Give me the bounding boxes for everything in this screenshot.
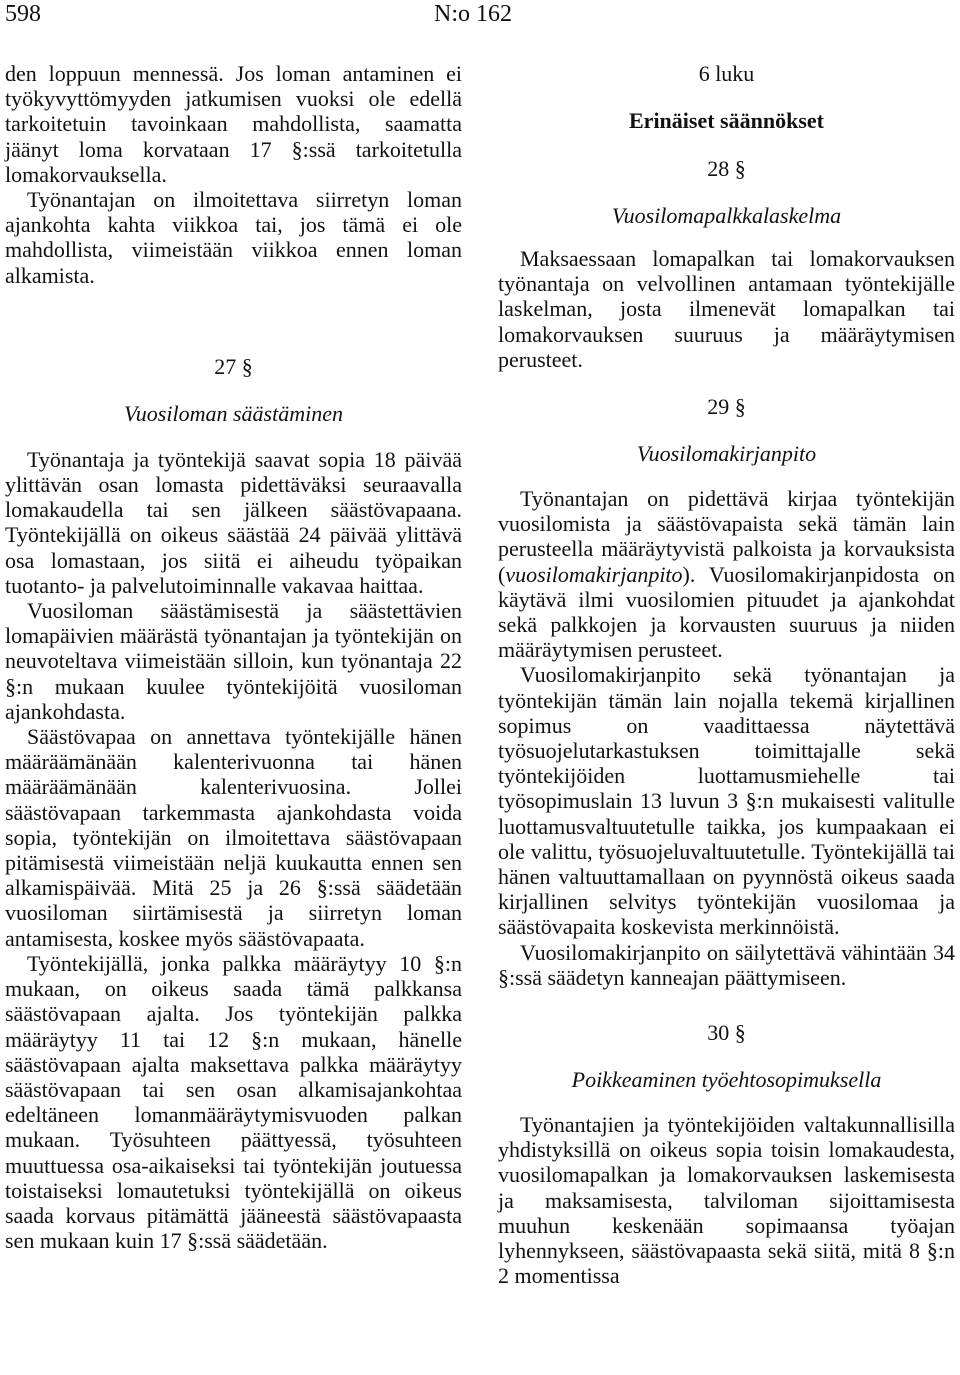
paragraph: Vuosilomakirjanpito sekä työnantajan ja työntekijän tämän lain nojalla tekemä kirjallinen sopimus on vaadittaessa näytettävä työsuojelutarkastuksen toimittajalle sekä työntekijöiden luottamusmiehelle tai työsopimuslain 13 luvun 3 §:n mukaisesti valitulle luottamusvaltuutetulle taikka, jos kumpaakaan ei ole valittu, työsuojeluvaltuutetulle. Työntekijällä tai hänen valtuuttamallaan on pyynnöstä oikeus saada kirjallinen selvitys työntekijän vuosilomaa ja säästövapaita koskevista merkinnöistä. bbox=[498, 662, 955, 940]
paragraph: Vuosilomakirjanpito on säilytettävä vähintään 34 §:ssä säädetyn kanneajan päättymiseen. bbox=[498, 939, 955, 990]
paragraph: Työntekijällä, jonka palkka määräytyy 10 §:n mukaan, on oikeus saada tämä palkkansa säästövapaan ajalta. Jos työntekijän palkka määräytyy 11 tai 12 §:n mukaan, hänelle säästövapaan ajalta maksettava palkka määräytyy säästövapaan tai sen osan alkamisajankohtaa edeltäneen lomanmääräytymisvuoden palkan mukaan. Työsuhteen päättyessä, työsuhteen muuttuessa osa-aikaiseksi tai työntekijän joutuessa toistaiseksi lomautetuksi työntekijällä on oikeus saada korvaus pitämättä jääneestä säästövapaasta sen mukaan kuin 17 §:ssä säädetään. bbox=[5, 950, 462, 1254]
section-title: Vuosilomapalkkalaskelma bbox=[611, 203, 842, 228]
section-title: Vuosilomakirjanpito bbox=[636, 441, 817, 467]
section-number: 30 § bbox=[707, 1020, 746, 1046]
paragraph: Säästövapaa on annettava työntekijälle hänen määräämänään kalenterivuonna tai hänen määräämänään kalenterivuosina. Jollei säästövapaan tarkemmasta ajankohdasta voida sopia, työntekijän on ilmoitettava säästövapaan pitämisestä viimeistään neljä kuukautta ennen sen alkamispäivää. Mitä 25 ja 26 §:ssä säädetään vuosiloman siirtämisestä ja siirretyn loman antamisesta, koskee myös säästövapaata. bbox=[5, 724, 462, 951]
page-header bbox=[0, 0, 960, 28]
paragraph bbox=[498, 486, 955, 662]
paragraph: Vuosiloman säästämisestä ja säästettävien lomapäivien määrästä työnantajan ja työntekijän on neuvoteltava viimeistään silloin, kun työnantaja 22 §:n mukaan kuulee työntekijöitä vuosiloman ajankohdasta. bbox=[5, 598, 462, 724]
paragraph: Maksaessaan lomapalkan tai lomakorvauksen työnantaja on velvollinen antamaan työntekijälle laskelman, josta ilmenevät lomapalkan tai lomakorvauksen suuruus ja määräytymisen perusteet. bbox=[498, 246, 955, 372]
paragraph: Työnantajien ja työntekijöiden valtakunnallisilla yhdistyksillä on oikeus sopia toisin lomakaudesta, vuosilomapalkan ja lomakorvauksen laskemisesta ja maksamisesta, talviloman sijoittamisesta muuhun keskenään sopimaansa työajan lyhennykseen, säästövapaasta sekä siitä, mitä 8 §:n 2 momentissa bbox=[498, 1112, 955, 1289]
section-title: Poikkeaminen työehtosopimuksella bbox=[571, 1067, 882, 1093]
paragraph: den loppuun mennessä. Jos loman antaminen ei työkyvyttömyyden jatkumisen vuoksi ole edellä tarkoitetuin tavoinkaan mahdollista, saamatta jäänyt loma korvataan 17 §:ssä tarkoitetulla lomakorvauksella. bbox=[5, 61, 462, 187]
paragraph: Työnantaja ja työntekijä saavat sopia 18 päivää ylittävän osan lomasta pidettäväksi seuraavalla lomakaudella tai sen jälkeen säästövapaana. Työntekijällä on oikeus säästää 24 päivää ylittävä osa lomastaan, jos siitä ei aiheudu työpaikan tuotanto- ja palvelutoiminnalle vakavaa haittaa. bbox=[5, 446, 462, 598]
paragraph: Työnantajan on ilmoitettava siirretyn loman ajankohta kahta viikkoa tai, jos tämä ei ole mahdollista, viimeistään viikkoa ennen loman alkamista. bbox=[5, 187, 462, 288]
section-number: 28 § bbox=[707, 156, 746, 181]
section-title: Vuosiloman säästäminen bbox=[124, 400, 343, 426]
paragraph-text: ). Vuosilomakirjanpidosta on käytävä ilmi vuosilomien pituudet ja ajankohdat sekä palkkojen ja korvausten suuruus ja niiden määräytymisen perusteet. bbox=[498, 561, 955, 663]
defined-term: vuosilomakirjanpito bbox=[505, 561, 683, 587]
page-number: 598 bbox=[5, 1, 41, 27]
left-column bbox=[5, 61, 462, 1253]
right-column bbox=[498, 61, 955, 1289]
chapter-number: 6 luku bbox=[698, 61, 755, 86]
issue-number: N:o 162 bbox=[434, 1, 512, 27]
section-number: 27 § bbox=[214, 353, 253, 379]
chapter-title: Erinäiset säännökset bbox=[629, 108, 824, 133]
section-number: 29 § bbox=[707, 394, 746, 420]
paragraph-text: Työnantajan on pidettävä kirjaa työntekijän vuosilomista ja säästövapaista sekä tämän lain perusteella määräytyvistä palkoista ja korvauksista ( bbox=[498, 486, 955, 587]
